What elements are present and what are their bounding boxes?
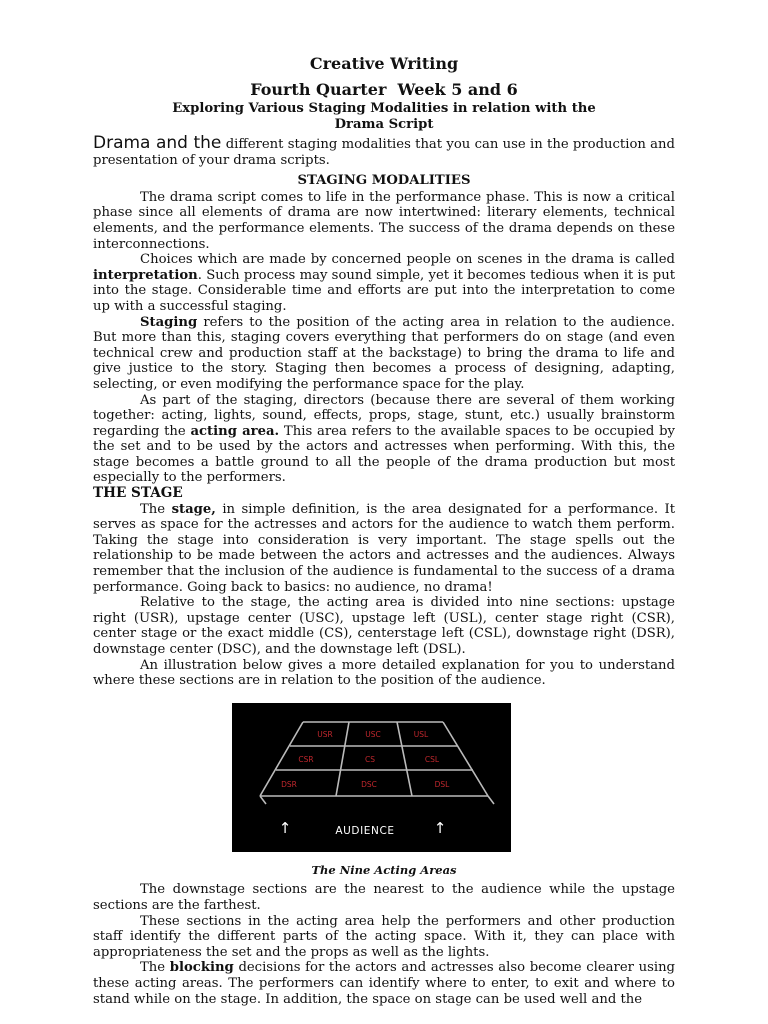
- term-staging: Staging: [140, 314, 198, 330]
- paragraph-10: [93, 960, 675, 1007]
- paragraph-6: Relative to the stage, the acting area is divided into nine sections: upstage right (USR), upstage center (USC), upstage left (USL), center stage right (CSR), center stage or the exact middle (CS), centerstage left (CSL), downstage right (DSR), downstage center (DSC), and the downstage left (DSL).: [93, 595, 675, 657]
- term-interpretation: interpretation: [93, 267, 198, 283]
- paragraph-10-text-c: decisions for the actors and actresses also become clearer using these acting areas. The performers can identify where to enter, to exit and where to stand while on the stage. In addition, the space on stage can be used well and the: [93, 960, 675, 1007]
- paragraph-2-text-a: Choices which are made by concerned people on scenes in the drama is called: [140, 252, 675, 268]
- term-stage: stage,: [171, 501, 216, 517]
- stage-grid-diagram: [232, 703, 511, 852]
- paragraph-4-text-c: This area refers to the available spaces to be occupied by the set and to be used by the actors and actresses when performing. With this, the stage becomes a battle ground to all the people of the drama production but most especially to the performers.: [93, 423, 675, 486]
- paragraph-3-text-b: refers to the position of the acting area in relation to the audience. But more than this, staging covers everything that performers do on stage (and even technical crew and production staff at the backstage) to bring the drama to life and give justice to the story. Staging then becomes a process of designing, adapting, selecting, or even modifying the performance space for the play.: [93, 314, 675, 392]
- paragraph-9: These sections in the acting area help the performers and other production staff identify the different parts of the acting space. With it, they can place with appropriateness the set and the props as well as the lights.: [93, 913, 675, 960]
- intro-lead: Drama and the: [93, 133, 222, 153]
- paragraph-5-text-c: in simple definition, is the area designated for a performance. It serves as space for the actresses and actors for the audience to watch them perform. Taking the stage into consideration is very important. The stage spells out the relationship to be made between the actors and actresses and the audiences. Always remember that the inclusion of the audience is fundamental to the success of a drama performance. Going back to basics: no audience, no drama!: [93, 501, 675, 595]
- topic-title-line2: Drama Script: [334, 117, 434, 132]
- label-dsl: DSL: [434, 779, 450, 789]
- heading-the-stage: THE STAGE: [93, 485, 183, 502]
- acting-areas-figure: [232, 703, 511, 852]
- label-usr: USR: [317, 729, 333, 739]
- label-cs: CS: [365, 754, 375, 764]
- paragraph-3: [93, 315, 675, 393]
- label-dsc: DSC: [361, 779, 377, 789]
- period-title: Fourth Quarter Week 5 and 6: [250, 80, 518, 99]
- term-blocking: blocking: [169, 960, 234, 976]
- label-usl: USL: [413, 729, 429, 739]
- arrow-up-icon-left: ↑: [278, 818, 292, 837]
- heading-staging-modalities: STAGING MODALITIES: [297, 173, 471, 189]
- intro-paragraph: [93, 133, 675, 168]
- label-csr: CSR: [298, 754, 314, 764]
- stage-labels: [281, 730, 450, 789]
- subject-title: Creative Writing: [309, 54, 459, 73]
- paragraph-2: [93, 252, 675, 314]
- paragraph-8: The downstage sections are the nearest to the audience while the upstage sections are the farthest.: [93, 882, 675, 913]
- label-usc: USC: [365, 729, 381, 739]
- arrow-up-icon-right: ↑: [433, 818, 447, 837]
- paragraph-4-text-a: As part of the staging, directors (because there are several of them working together: acting, lights, sound, effects, props, stage, stunt, etc.) usually brainstorm regarding the: [93, 392, 675, 439]
- topic-title-line1: Exploring Various Staging Modalities in relation with the: [172, 101, 596, 116]
- paragraph-1: The drama script comes to life in the performance phase. This is now a critical phase since all elements of drama are now intertwined: literary elements, technical elements, and the performance elements. The success of the drama depends on these interconnections.: [93, 189, 675, 252]
- paragraph-7: An illustration below gives a more detailed explanation for you to understand where these sections are in relation to the position of the audience.: [93, 657, 675, 689]
- label-csl: CSL: [424, 754, 440, 764]
- intro-rest: different staging modalities that you can use in the production and presentation of your drama scripts.: [93, 137, 675, 168]
- label-dsr: DSR: [281, 779, 297, 789]
- term-acting-area: acting area.: [190, 423, 280, 439]
- paragraph-5-text-a: The: [140, 501, 172, 517]
- paragraph-4: [93, 393, 675, 487]
- audience-label: AUDIENCE: [335, 824, 395, 837]
- paragraph-5: [93, 502, 675, 596]
- paragraph-2-text-c: . Such process may sound simple, yet it becomes tedious when it is put into the stage. Considerable time and efforts are put into the interpretation to come up with a successful staging.: [93, 267, 675, 314]
- figure-caption: The Nine Acting Areas: [311, 862, 457, 877]
- paragraph-10-text-a: The: [140, 960, 170, 976]
- document-page: [93, 50, 675, 1007]
